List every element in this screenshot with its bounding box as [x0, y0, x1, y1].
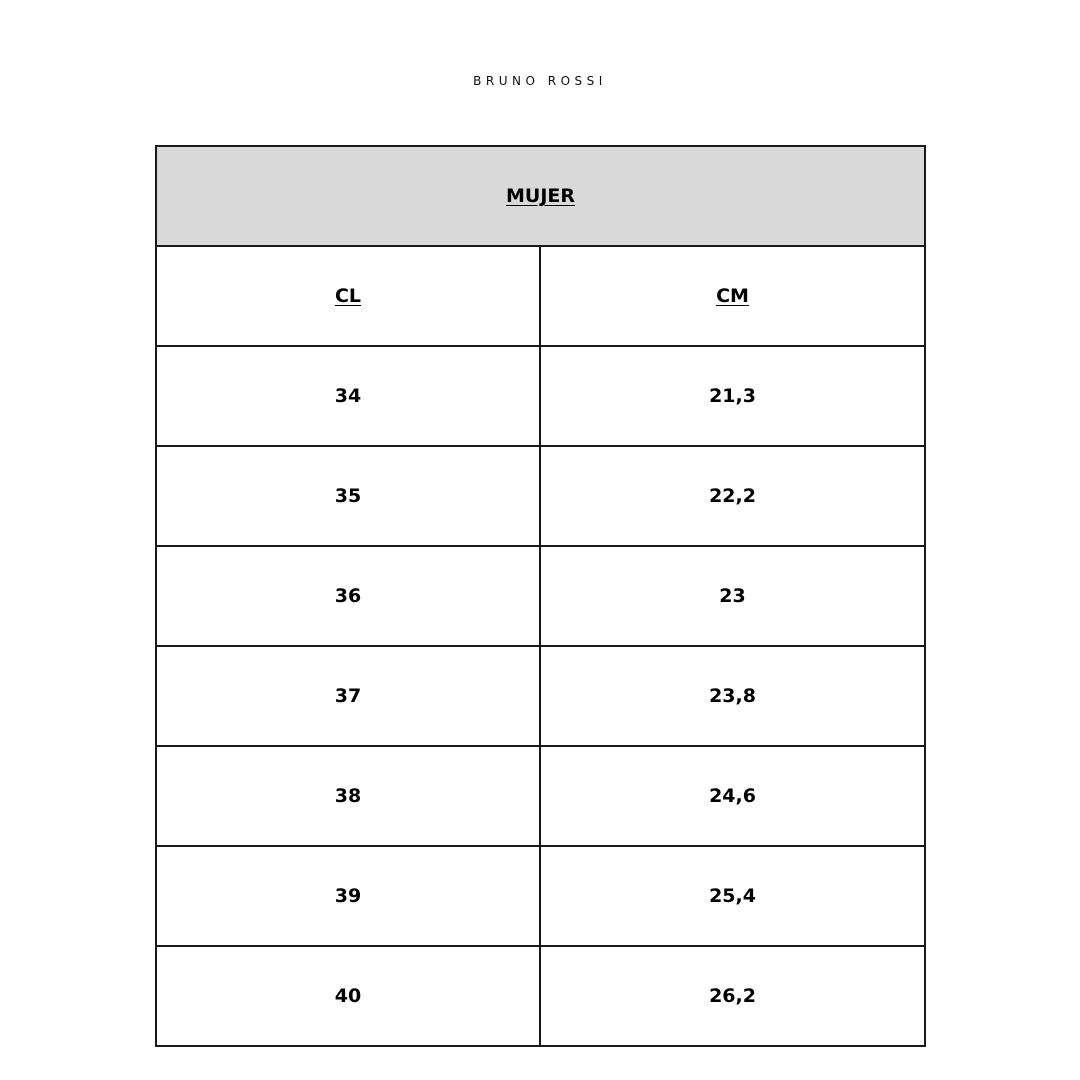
cell-cm: 21,3: [540, 346, 925, 446]
cell-cl: 37: [156, 646, 540, 746]
table-row: [156, 446, 925, 546]
cell-cm: 23: [540, 546, 925, 646]
cell-cl: 34: [156, 346, 540, 446]
section-title-cell: [156, 146, 925, 246]
cell-cl: 40: [156, 946, 540, 1046]
cell-cm: 22,2: [540, 446, 925, 546]
cell-cl: 35: [156, 446, 540, 546]
table-row: [156, 746, 925, 846]
brand-logo-text: BRUNO ROSSI: [473, 74, 607, 88]
cell-cl: 36: [156, 546, 540, 646]
column-header-label: CM: [716, 285, 749, 307]
table-row: [156, 646, 925, 746]
table-row: [156, 346, 925, 446]
column-header-row: [156, 246, 925, 346]
column-header-label: CL: [334, 285, 362, 307]
cell-cl: 38: [156, 746, 540, 846]
section-header-row: [156, 146, 925, 246]
size-table: [155, 145, 926, 1047]
column-header-cm: [540, 246, 925, 346]
cell-cm: 23,8: [540, 646, 925, 746]
cell-cm: 26,2: [540, 946, 925, 1046]
cell-cl: 39: [156, 846, 540, 946]
cell-cm: 25,4: [540, 846, 925, 946]
table-row: [156, 946, 925, 1046]
cell-cm: 24,6: [540, 746, 925, 846]
section-title: MUJER: [506, 185, 576, 207]
column-header-cl: [156, 246, 540, 346]
table-row: [156, 846, 925, 946]
table-row: [156, 546, 925, 646]
